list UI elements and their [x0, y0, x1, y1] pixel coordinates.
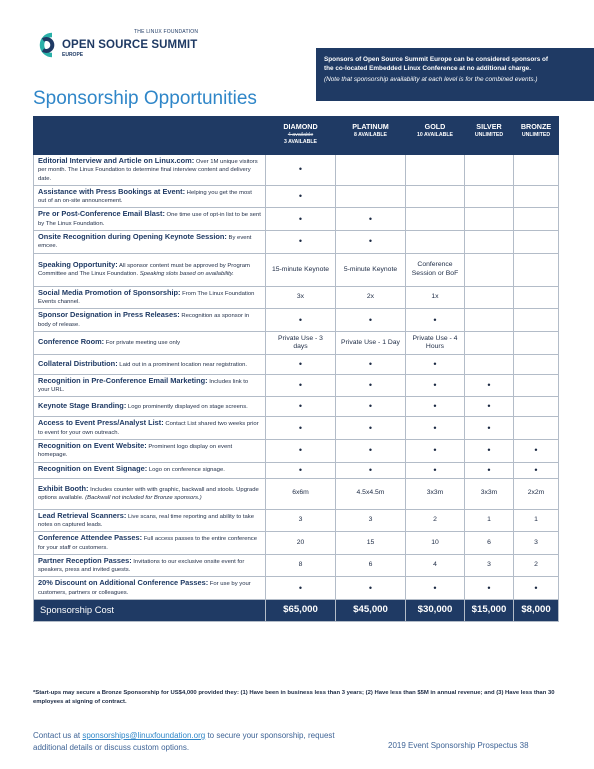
benefit-description	[34, 331, 266, 354]
cell-gold	[406, 155, 465, 186]
level-header-gold	[406, 117, 465, 155]
benefit-description	[34, 185, 266, 208]
cell-silver: •	[465, 577, 514, 600]
startup-footnote: *Start-ups may secure a Bronze Sponsorship for US$4,000 provided they: (1) Have been in business less than 3 years; (2) Have less than $5M in annual revenue; and (3) Have less than 30 employees at signing of contract.	[33, 690, 555, 705]
cell-gold	[406, 231, 465, 254]
cell-silver	[465, 208, 514, 231]
cell-diamond: 15-minute Keynote	[266, 253, 336, 286]
level-availability: UNLIMITED	[474, 132, 504, 138]
benefit-row	[34, 309, 559, 332]
cell-bronze	[514, 331, 559, 354]
cell-diamond: •	[266, 577, 336, 600]
benefit-heading: Pre or Post-Conference Email Blast:	[38, 209, 165, 219]
benefit-row	[34, 185, 559, 208]
level-availability: 8 AVAILABLE	[353, 132, 388, 138]
benefit-heading: Recognition on Event Signage:	[38, 464, 148, 474]
benefit-detail: Live scans, real time reporting and ability to take notes on captured leads.	[38, 513, 255, 528]
cell-platinum: 5-minute Keynote	[336, 253, 406, 286]
cell-gold: 3x3m	[406, 478, 465, 509]
benefit-heading: 20% Discount on Additional Conference Passes:	[38, 578, 209, 588]
benefit-detail: Logo prominently displayed on stage screens.	[126, 404, 248, 411]
benefit-row	[34, 397, 559, 417]
benefit-description	[34, 554, 266, 577]
benefit-row	[34, 286, 559, 309]
cell-gold: •	[406, 354, 465, 374]
cell-silver: •	[465, 440, 514, 463]
level-header-platinum	[336, 117, 406, 155]
benefit-heading: Access to Event Press/Analyst List:	[38, 418, 164, 428]
logo-name: OPEN SOURCE SUMMIT	[62, 39, 198, 51]
co-location-notice	[316, 48, 594, 101]
cell-platinum: •	[336, 231, 406, 254]
benefit-heading: Conference Attendee Passes:	[38, 533, 143, 543]
cell-platinum: Private Use - 1 Day	[336, 331, 406, 354]
cell-platinum: 4.5x4.5m	[336, 478, 406, 509]
benefit-detail: Over 1M unique visitors per month. The Linux Foundation to determine final interview content and delivery date.	[38, 159, 258, 182]
cell-diamond: •	[266, 208, 336, 231]
cell-gold: •	[406, 440, 465, 463]
summit-logo	[34, 28, 224, 64]
cell-bronze: 3	[514, 532, 559, 555]
cell-bronze	[514, 397, 559, 417]
benefit-row	[34, 331, 559, 354]
benefit-row	[34, 577, 559, 600]
level-header-row	[34, 117, 559, 155]
benefit-detail: Full access passes to the entire conference for your staff or customers.	[38, 536, 257, 551]
cell-gold: Conference Session or BoF	[406, 253, 465, 286]
benefit-heading: Onsite Recognition during Opening Keynote Session:	[38, 232, 227, 242]
cell-gold: •	[406, 462, 465, 478]
benefit-row	[34, 155, 559, 186]
cell-gold: •	[406, 397, 465, 417]
cell-bronze: 2x2m	[514, 478, 559, 509]
benefit-detail: Logo on conference signage.	[147, 467, 225, 474]
level-name: DIAMOND	[283, 122, 318, 131]
benefit-heading: Collateral Distribution:	[38, 358, 118, 368]
benefit-heading: Exhibit Booth:	[38, 483, 89, 493]
level-availability: 3 AVAILABLE	[283, 139, 318, 145]
cell-silver	[465, 185, 514, 208]
level-name: SILVER	[476, 122, 502, 131]
cell-silver: 3x3m	[465, 478, 514, 509]
benefit-heading: Lead Retrieval Scanners:	[38, 510, 127, 520]
benefit-detail: By event emcee.	[38, 235, 252, 250]
cell-diamond: 8	[266, 554, 336, 577]
benefit-description	[34, 253, 266, 286]
logo-region: EUROPE	[62, 52, 84, 58]
cell-bronze	[514, 309, 559, 332]
benefit-detail: Contact List shared two weeks prior to event for your own outreach.	[38, 421, 259, 436]
benefit-description	[34, 462, 266, 478]
cell-silver	[465, 309, 514, 332]
benefit-row	[34, 440, 559, 463]
benefit-description	[34, 374, 266, 397]
benefit-detail: One time use of opt-in list to be sent by The Linux Foundation.	[38, 212, 261, 227]
page-footer: 2019 Event Sponsorship Prospectus 38	[388, 741, 529, 750]
cell-gold: Private Use - 4 Hours	[406, 331, 465, 354]
contact-text	[33, 730, 353, 753]
cell-bronze: •	[514, 577, 559, 600]
cost-platinum: $45,000	[336, 600, 406, 622]
benefit-row	[34, 374, 559, 397]
cell-gold: 10	[406, 532, 465, 555]
benefit-row	[34, 509, 559, 532]
level-availability: 10 AVAILABLE	[417, 132, 453, 138]
benefit-detail: Invitations to our exclusive onsite event for speakers, press and invited guests.	[38, 558, 245, 574]
benefit-detail: Helping you get the most out of an on-site announcement.	[38, 189, 252, 205]
benefit-heading: Sponsor Designation in Press Releases:	[38, 310, 180, 320]
cell-gold: 2	[406, 509, 465, 532]
level-name: GOLD	[424, 122, 446, 131]
benefit-rows	[34, 155, 559, 622]
cell-bronze: •	[514, 440, 559, 463]
benefit-row	[34, 231, 559, 254]
cell-diamond: •	[266, 374, 336, 397]
cell-silver: 6	[465, 532, 514, 555]
benefit-description	[34, 286, 266, 309]
cost-gold: $30,000	[406, 600, 465, 622]
benefit-description	[34, 440, 266, 463]
cell-diamond: •	[266, 155, 336, 186]
benefit-row	[34, 478, 559, 509]
cell-silver: •	[465, 462, 514, 478]
cell-diamond: •	[266, 354, 336, 374]
contact-prefix: Contact us at	[33, 731, 83, 740]
benefit-description	[34, 397, 266, 417]
benefit-detail: For use by your customers, partners or colleagues.	[38, 581, 251, 596]
benefit-description	[34, 155, 266, 186]
level-header-diamond	[266, 117, 336, 155]
benefit-description	[34, 208, 266, 231]
cell-silver: •	[465, 417, 514, 440]
benefit-heading: Conference Room:	[38, 337, 105, 347]
benefit-heading: Recognition on Event Website:	[38, 441, 147, 451]
cell-bronze	[514, 374, 559, 397]
level-availability: UNLIMITED	[521, 132, 551, 138]
benefit-detail: Prominent logo display on event homepage.	[38, 444, 233, 459]
benefit-description	[34, 309, 266, 332]
benefit-detail: Includes counter with with graphic, backwall and stools. Upgrade options available.	[38, 486, 259, 502]
level-header-silver	[465, 117, 514, 155]
benefit-heading: Recognition in Pre-Conference Email Marketing:	[38, 375, 208, 385]
cell-platinum: 15	[336, 532, 406, 555]
cell-diamond: •	[266, 397, 336, 417]
cell-platinum: •	[336, 440, 406, 463]
sponsorship-cost-row	[34, 600, 559, 622]
benefit-heading: Social Media Promotion of Sponsorship:	[38, 287, 181, 297]
cell-platinum: •	[336, 417, 406, 440]
cell-bronze	[514, 286, 559, 309]
benefit-description	[34, 478, 266, 509]
cell-silver	[465, 155, 514, 186]
cell-platinum: 6	[336, 554, 406, 577]
benefit-detail: All sponsor content must be approved by Program Committee and The Linux Foundation.	[38, 262, 250, 278]
benefit-note: (Backwall not included for Bronze sponsors.)	[85, 495, 202, 502]
cell-diamond: •	[266, 462, 336, 478]
cell-bronze	[514, 185, 559, 208]
benefit-heading: Editorial Interview and Article on Linux.com:	[38, 156, 195, 165]
cell-silver: •	[465, 374, 514, 397]
level-name: BRONZE	[520, 122, 552, 131]
cell-gold: •	[406, 577, 465, 600]
benefit-row	[34, 417, 559, 440]
cell-platinum	[336, 155, 406, 186]
cell-gold: 4	[406, 554, 465, 577]
benefit-description	[34, 577, 266, 600]
sponsorship-email-link[interactable]: sponsorships@linuxfoundation.org	[82, 731, 206, 740]
cell-platinum: •	[336, 397, 406, 417]
benefit-detail: From The Linux Foundation Events channel.	[38, 290, 255, 305]
benefit-row	[34, 532, 559, 555]
cell-diamond: 20	[266, 532, 336, 555]
cell-bronze	[514, 155, 559, 186]
benefit-description	[34, 532, 266, 555]
cell-platinum: •	[336, 354, 406, 374]
cell-platinum: 3	[336, 509, 406, 532]
cell-gold: •	[406, 374, 465, 397]
header-blank-cell	[34, 117, 266, 155]
cell-diamond: •	[266, 440, 336, 463]
cell-bronze	[514, 208, 559, 231]
level-struck-availability: 4 available	[287, 132, 314, 138]
cell-platinum: •	[336, 309, 406, 332]
benefit-row	[34, 354, 559, 374]
benefit-row	[34, 554, 559, 577]
cell-diamond: 3	[266, 509, 336, 532]
benefit-row	[34, 253, 559, 286]
cell-silver: •	[465, 397, 514, 417]
cell-platinum: •	[336, 374, 406, 397]
cell-diamond: Private Use - 3 days	[266, 331, 336, 354]
cell-platinum: •	[336, 462, 406, 478]
benefit-description	[34, 509, 266, 532]
cell-silver	[465, 253, 514, 286]
notice-main: Sponsors of Open Source Summit Europe can be considered sponsors of the co-located Embedded Linux Conference at no additional charge.	[324, 56, 549, 72]
cell-diamond: •	[266, 231, 336, 254]
notice-note: (Note that sponsorship availability at each level is for the combined events.)	[324, 76, 538, 83]
cell-platinum: •	[336, 577, 406, 600]
cell-platinum	[336, 185, 406, 208]
cell-diamond: 3x	[266, 286, 336, 309]
cell-gold: •	[406, 309, 465, 332]
cell-bronze	[514, 354, 559, 374]
cell-silver	[465, 231, 514, 254]
logo-foundation-text: THE LINUX FOUNDATION	[134, 29, 199, 35]
cell-bronze	[514, 253, 559, 286]
sponsorship-table	[33, 116, 559, 622]
benefit-heading: Assistance with Press Bookings at Event:	[38, 186, 186, 196]
cost-silver: $15,000	[465, 600, 514, 622]
cell-diamond: •	[266, 185, 336, 208]
benefit-heading: Keynote Stage Branding:	[38, 401, 127, 411]
benefit-row	[34, 208, 559, 231]
cell-silver	[465, 331, 514, 354]
cell-platinum: •	[336, 208, 406, 231]
cell-platinum: 2x	[336, 286, 406, 309]
cell-silver: 3	[465, 554, 514, 577]
cost-bronze: $8,000	[514, 600, 559, 622]
cost-diamond: $65,000	[266, 600, 336, 622]
benefit-description	[34, 231, 266, 254]
cell-diamond: 6x6m	[266, 478, 336, 509]
cell-gold: 1x	[406, 286, 465, 309]
contact-suffix: to secure your sponsorship, request additional details or discuss custom options.	[33, 731, 335, 752]
cell-bronze	[514, 231, 559, 254]
benefit-heading: Speaking Opportunity:	[38, 259, 118, 269]
benefit-description	[34, 354, 266, 374]
summit-logo-mark	[34, 30, 60, 60]
cell-bronze	[514, 417, 559, 440]
cell-bronze: 2	[514, 554, 559, 577]
cell-diamond: •	[266, 309, 336, 332]
cell-silver	[465, 286, 514, 309]
level-name: PLATINUM	[352, 122, 389, 131]
cell-bronze: 1	[514, 509, 559, 532]
cell-gold	[406, 208, 465, 231]
benefit-note: Speaking slots based on availability.	[139, 271, 234, 278]
benefit-detail: Recognition as sponsor in body of release.	[38, 313, 250, 328]
level-header-bronze	[514, 117, 559, 155]
cell-bronze: •	[514, 462, 559, 478]
cell-silver	[465, 354, 514, 374]
cell-gold	[406, 185, 465, 208]
benefit-heading: Partner Reception Passes:	[38, 555, 132, 565]
page-title: Sponsorship Opportunities	[33, 88, 257, 109]
cell-gold: •	[406, 417, 465, 440]
benefit-row	[34, 462, 559, 478]
benefit-description	[34, 417, 266, 440]
cell-diamond: •	[266, 417, 336, 440]
benefit-detail: For private meeting use only	[104, 340, 181, 347]
cost-label: Sponsorship Cost	[34, 600, 266, 622]
cell-silver: 1	[465, 509, 514, 532]
benefit-detail: Laid out in a prominent location near registration.	[117, 361, 248, 368]
benefit-detail: Includes link to your URL.	[38, 378, 249, 394]
